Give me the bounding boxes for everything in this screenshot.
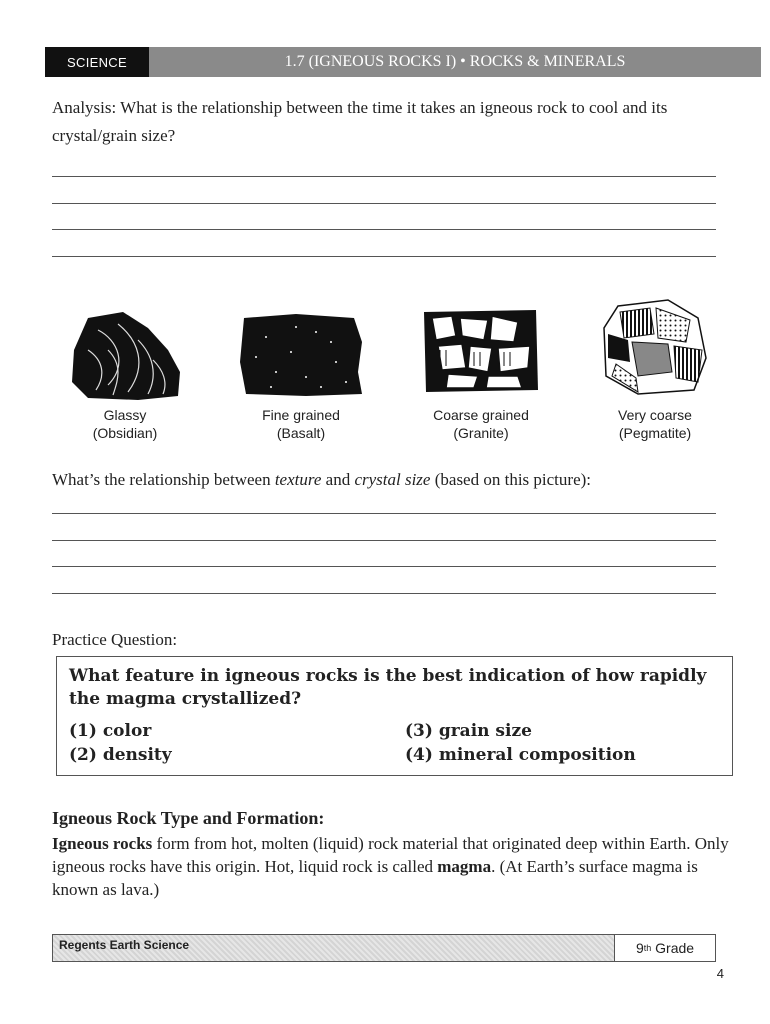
practice-question-text: What feature in igneous rocks is the best indication of how rapidly the magma crystallized?: [69, 666, 707, 709]
rock-label-pegmatite: [570, 406, 740, 442]
pegmatite-illustration: [598, 298, 710, 396]
grade-label: [614, 935, 715, 961]
option-4[interactable]: (4) mineral composition: [405, 745, 636, 765]
answer-line[interactable]: [52, 176, 716, 177]
crystal-size-term: crystal size: [354, 470, 431, 489]
subject-label: SCIENCE: [45, 47, 149, 77]
igneous-rocks-term: Igneous rocks: [52, 834, 153, 853]
rock-texture: Fine grained: [262, 407, 340, 423]
rock-name: (Pegmatite): [618, 425, 692, 441]
grade-word: Grade: [651, 940, 695, 956]
answer-line[interactable]: [52, 203, 716, 204]
course-name: Regents Earth Science: [53, 935, 614, 961]
texture-q-post: (based on this picture):: [430, 470, 591, 489]
rock-name: (Granite): [453, 425, 509, 441]
basalt-illustration: [236, 312, 366, 398]
answer-line[interactable]: [52, 540, 716, 541]
analysis-question: Analysis: What is the relationship between the time it takes an igneous rock to cool and its crystal/grain size?: [52, 98, 668, 145]
texture-q-pre: What’s the relationship between: [52, 470, 275, 489]
formation-text: [52, 832, 732, 901]
answer-line[interactable]: [52, 593, 716, 594]
answer-line[interactable]: [52, 256, 716, 257]
rock-label-obsidian: [40, 406, 210, 442]
answer-line[interactable]: [52, 513, 716, 514]
texture-q-mid: and: [321, 470, 355, 489]
rock-texture: Very coarse: [618, 407, 692, 423]
rock-name: (Obsidian): [92, 425, 158, 441]
option-3[interactable]: (3) grain size: [405, 721, 532, 741]
rock-texture: Coarse grained: [433, 407, 529, 423]
formation-heading: Igneous Rock Type and Formation:: [52, 808, 325, 828]
answer-line[interactable]: [52, 229, 716, 230]
rock-name: (Basalt): [276, 425, 326, 441]
header-bar: [45, 47, 761, 77]
formation-text-1: form from hot, molten (liquid) rock material that originated deep within Earth. Only igneous rocks have this origin. Hot, liquid rock is called: [52, 834, 729, 876]
magma-term: magma: [437, 857, 492, 876]
footer-bar: [52, 934, 716, 962]
lesson-title: 1.7 (IGNEOUS ROCKS I) • ROCKS & MINERALS: [149, 47, 761, 77]
grade-suffix: th: [643, 943, 652, 953]
page-number: 4: [716, 966, 724, 981]
rock-label-basalt: [216, 406, 386, 442]
practice-label: Practice Question:: [52, 630, 178, 649]
texture-question: [52, 466, 732, 494]
formation-text-2: . (At Earth’s surface magma is known as lava.): [52, 857, 698, 899]
option-1[interactable]: (1) color: [69, 721, 152, 741]
texture-term: texture: [274, 470, 322, 489]
answer-line[interactable]: [52, 566, 716, 567]
rock-label-granite: [396, 406, 566, 442]
granite-illustration: [418, 306, 542, 396]
practice-question-box: [56, 656, 733, 776]
grade-number: 9: [635, 940, 644, 956]
rock-texture: Glassy: [103, 407, 147, 423]
option-2[interactable]: (2) density: [69, 745, 172, 765]
obsidian-illustration: [68, 310, 184, 402]
